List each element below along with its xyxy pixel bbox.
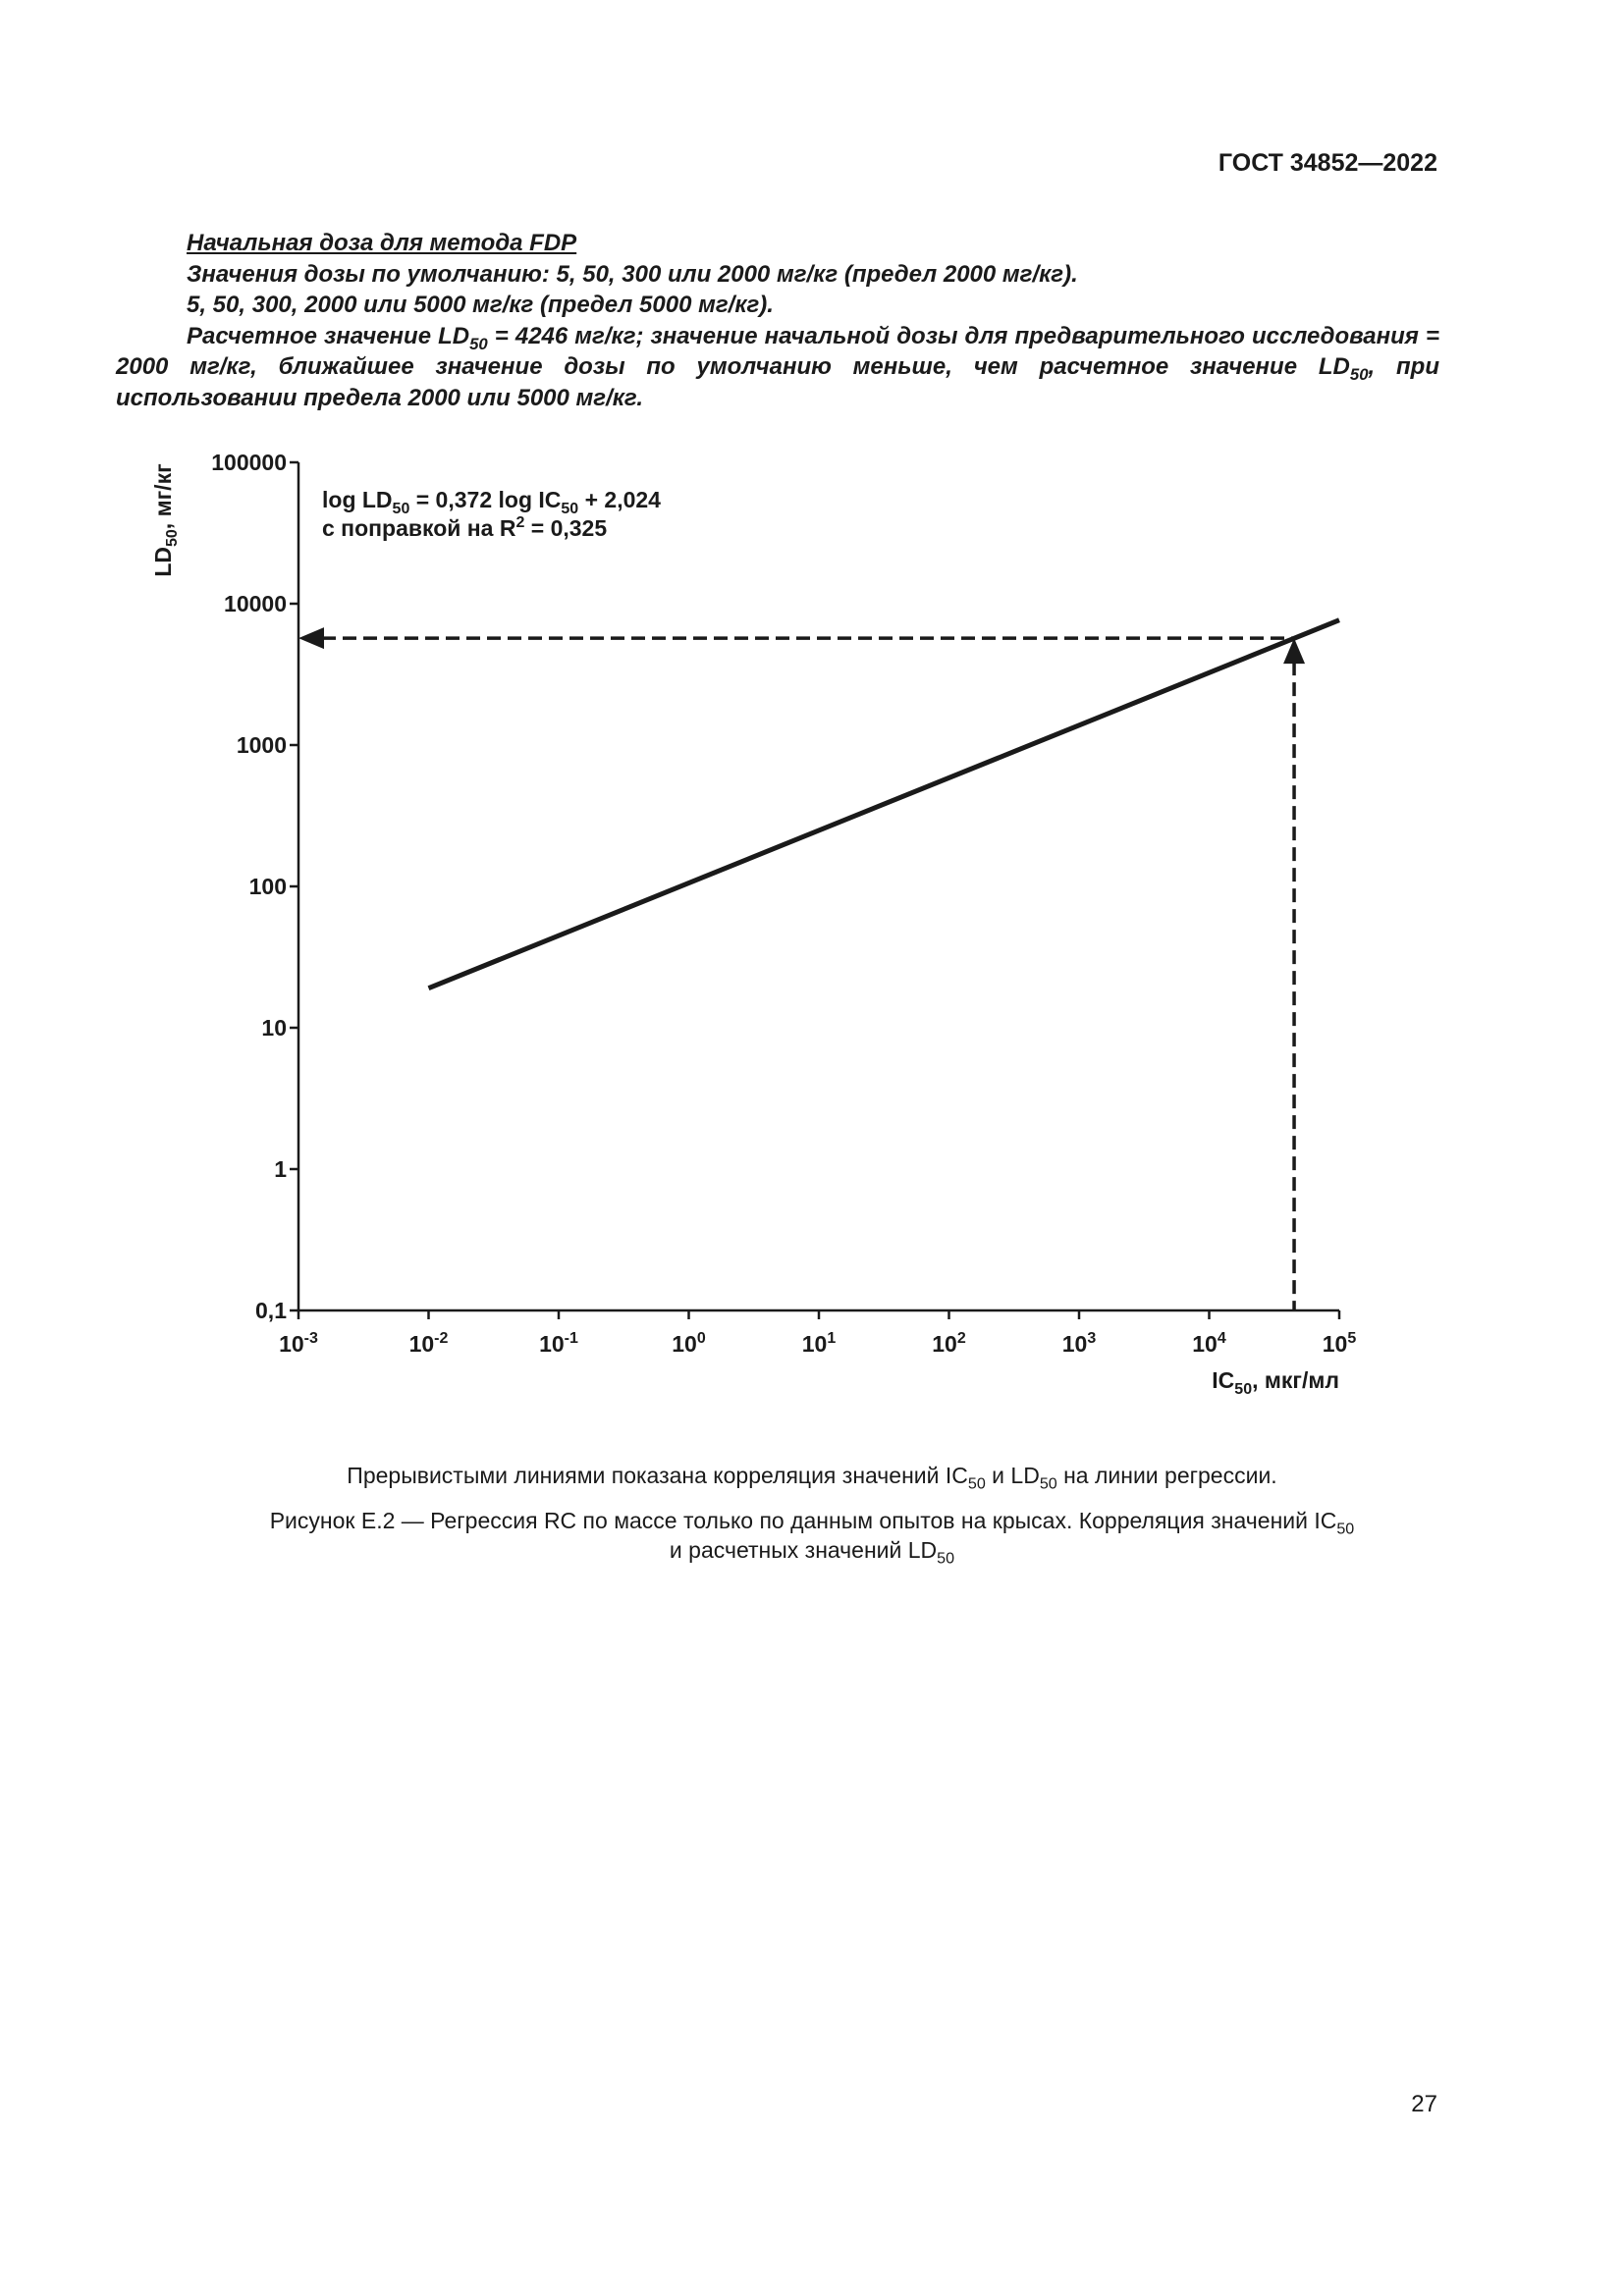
default-doses-line: Значения дозы по умолчанию: 5, 50, 300 или 2000 мг/кг (предел 2000 мг/кг). (187, 260, 1078, 288)
x-tick-label: $10^4$ (1192, 1330, 1226, 1357)
y-ticks (211, 450, 298, 1323)
fdp-subheading: Начальная доза для метода FDP (187, 230, 577, 256)
regression-equation: $\log LD_{50} = 0,372$ $\log IC_{50} + 2,024$ (322, 487, 661, 517)
x-tick-label: $10^5$ (1322, 1330, 1357, 1357)
x-tick-label: $10^{-2}$ (408, 1330, 449, 1357)
figure-caption: Рисунок Е.2 — Регрессия RC по массе только по данным опытов на крысах. Корреляция значений $IC_{50}$ и расчетных значений $LD_{50}$ (269, 1508, 1355, 1568)
x-axis-title: $IC_{50}$, мкг/мл (1212, 1367, 1339, 1398)
y-tick-label: 1000 (236, 732, 287, 758)
y-tick-label: 100 (248, 874, 287, 899)
y-axis-title (150, 463, 181, 576)
figure-note: Прерывистыми линиями показана корреляция значений $IC_{50}$ и $LD_{50}$ на линии регрессии. (347, 1463, 1277, 1493)
default-doses-line-2: 5, 50, 300, 2000 или 5000 мг/кг (предел 5000 мг/кг). (187, 292, 774, 318)
x-tick-label: $10^{-3}$ (279, 1330, 318, 1357)
svg-text:LD50, мг/кг: $LD_{50}$, мг/кг (150, 463, 181, 577)
x-ticks (279, 1310, 1356, 1357)
arrow-left-marker (298, 627, 324, 649)
r-squared-label: с поправкой на $R^2 = 0,325$ (322, 514, 608, 541)
y-tick-label: 1 (274, 1156, 287, 1182)
ld50-paragraph: Расчетное значение $LD_{50} = 4246$ мг/кг; значение начальной дозы для предварительного исследования = 2000 мг/кг, ближайшее значение дозы по умолчанию меньше, чем расчетное значение $LD_{50}$, при использовании предела 2000 или 5000 мг/кг. (116, 322, 1439, 411)
y-tick-label: 100000 (211, 450, 287, 475)
regression-line (429, 620, 1340, 988)
y-tick-label: 0,1 (255, 1298, 287, 1323)
page-number: 27 (1411, 2091, 1437, 2117)
document-code: ГОСТ 34852—2022 (1218, 149, 1437, 177)
x-tick-label: $10^2$ (932, 1330, 966, 1357)
chart-axes (298, 462, 1339, 1310)
y-tick-label: 10000 (224, 591, 287, 616)
x-tick-label: $10^{-1}$ (539, 1330, 578, 1357)
y-tick-label: 10 (261, 1015, 287, 1041)
x-tick-label: $10^0$ (672, 1330, 706, 1357)
x-tick-label: $10^1$ (801, 1330, 837, 1357)
x-tick-label: $10^3$ (1061, 1330, 1097, 1357)
